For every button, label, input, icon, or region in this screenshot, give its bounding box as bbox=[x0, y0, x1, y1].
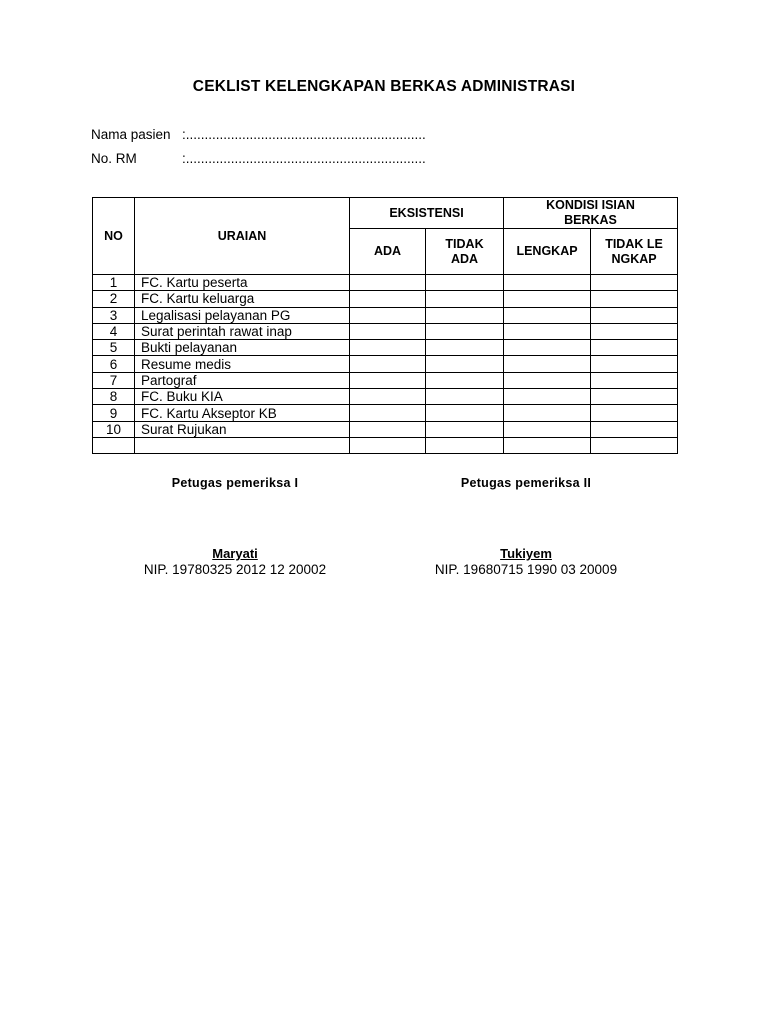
row-number: 1 bbox=[93, 275, 135, 291]
row-uraian: Partograf bbox=[135, 372, 350, 388]
row-uraian: Surat Rujukan bbox=[135, 421, 350, 437]
medical-record-blank: :................................................................ bbox=[182, 151, 426, 166]
row-number: 2 bbox=[93, 291, 135, 307]
tidak-lengkap-cell[interactable] bbox=[591, 291, 678, 307]
lengkap-cell[interactable] bbox=[504, 323, 591, 339]
examiner-1-title: Petugas pemeriksa I bbox=[171, 476, 299, 490]
header-ada: ADA bbox=[350, 229, 426, 275]
checklist-rows bbox=[93, 275, 678, 454]
tidak-ada-cell[interactable] bbox=[426, 275, 504, 291]
tidak-ada-cell[interactable] bbox=[426, 437, 504, 453]
tidak-lengkap-cell[interactable] bbox=[591, 307, 678, 323]
table-row bbox=[93, 437, 678, 453]
row-uraian: FC. Kartu peserta bbox=[135, 275, 350, 291]
tidak-ada-cell[interactable] bbox=[426, 421, 504, 437]
tidak-lengkap-cell[interactable] bbox=[591, 389, 678, 405]
row-number: 10 bbox=[93, 421, 135, 437]
lengkap-cell[interactable] bbox=[504, 389, 591, 405]
tidak-lengkap-cell[interactable] bbox=[591, 437, 678, 453]
examiner-1-name: Maryati bbox=[212, 546, 258, 561]
examiner-2-title: Petugas pemeriksa II bbox=[460, 476, 592, 490]
row-uraian: Bukti pelayanan bbox=[135, 340, 350, 356]
row-uraian bbox=[135, 437, 350, 453]
table-row bbox=[93, 340, 678, 356]
examiner-1-nip: NIP. 19780325 2012 12 20002 bbox=[143, 562, 327, 577]
tidak-lengkap-cell[interactable] bbox=[591, 323, 678, 339]
row-uraian: Legalisasi pelayanan PG bbox=[135, 307, 350, 323]
tidak-ada-cell[interactable] bbox=[426, 291, 504, 307]
tidak-lengkap-cell[interactable] bbox=[591, 340, 678, 356]
ada-cell[interactable] bbox=[350, 323, 426, 339]
lengkap-cell[interactable] bbox=[504, 437, 591, 453]
ada-cell[interactable] bbox=[350, 307, 426, 323]
header-uraian: URAIAN bbox=[135, 198, 350, 275]
row-uraian: Resume medis bbox=[135, 356, 350, 372]
table-row bbox=[93, 389, 678, 405]
ada-cell[interactable] bbox=[350, 356, 426, 372]
lengkap-cell[interactable] bbox=[504, 275, 591, 291]
row-uraian: FC. Kartu Akseptor KB bbox=[135, 405, 350, 421]
header-eksistensi: EKSISTENSI bbox=[350, 198, 504, 229]
medical-record-field bbox=[91, 151, 426, 166]
row-number: 3 bbox=[93, 307, 135, 323]
tidak-lengkap-cell[interactable] bbox=[591, 275, 678, 291]
tidak-ada-cell[interactable] bbox=[426, 340, 504, 356]
tidak-lengkap-cell[interactable] bbox=[591, 372, 678, 388]
ada-cell[interactable] bbox=[350, 389, 426, 405]
tidak-ada-cell[interactable] bbox=[426, 372, 504, 388]
table-row bbox=[93, 275, 678, 291]
row-number bbox=[93, 437, 135, 453]
tidak-ada-cell[interactable] bbox=[426, 405, 504, 421]
header-tidak-lengkap: TIDAK LENGKAP bbox=[591, 229, 678, 275]
table-row bbox=[93, 405, 678, 421]
tidak-lengkap-cell[interactable] bbox=[591, 421, 678, 437]
header-kondisi: KONDISI ISIAN BERKAS bbox=[504, 198, 678, 229]
ada-cell[interactable] bbox=[350, 405, 426, 421]
tidak-ada-cell[interactable] bbox=[426, 323, 504, 339]
lengkap-cell[interactable] bbox=[504, 421, 591, 437]
lengkap-cell[interactable] bbox=[504, 405, 591, 421]
row-number: 8 bbox=[93, 389, 135, 405]
ada-cell[interactable] bbox=[350, 291, 426, 307]
table-row bbox=[93, 421, 678, 437]
examiner-2-name: Tukiyem bbox=[500, 546, 552, 561]
table-row bbox=[93, 307, 678, 323]
header-lengkap: LENGKAP bbox=[504, 229, 591, 275]
ada-cell[interactable] bbox=[350, 421, 426, 437]
header-no: NO bbox=[93, 198, 135, 275]
row-uraian: FC. Buku KIA bbox=[135, 389, 350, 405]
lengkap-cell[interactable] bbox=[504, 291, 591, 307]
row-number: 5 bbox=[93, 340, 135, 356]
lengkap-cell[interactable] bbox=[504, 372, 591, 388]
row-number: 4 bbox=[93, 323, 135, 339]
patient-name-blank: :................................................................ bbox=[182, 127, 426, 142]
table-row bbox=[93, 291, 678, 307]
tidak-ada-cell[interactable] bbox=[426, 356, 504, 372]
lengkap-cell[interactable] bbox=[504, 340, 591, 356]
ada-cell[interactable] bbox=[350, 275, 426, 291]
ada-cell[interactable] bbox=[350, 437, 426, 453]
row-uraian: Surat perintah rawat inap bbox=[135, 323, 350, 339]
checklist-table bbox=[92, 197, 678, 454]
row-uraian: FC. Kartu keluarga bbox=[135, 291, 350, 307]
tidak-lengkap-cell[interactable] bbox=[591, 356, 678, 372]
ada-cell[interactable] bbox=[350, 340, 426, 356]
table-row bbox=[93, 372, 678, 388]
patient-name-label: Nama pasien bbox=[91, 127, 171, 142]
tidak-ada-cell[interactable] bbox=[426, 389, 504, 405]
document-title: CEKLIST KELENGKAPAN BERKAS ADMINISTRASI bbox=[192, 78, 576, 95]
ada-cell[interactable] bbox=[350, 372, 426, 388]
table-row bbox=[93, 356, 678, 372]
medical-record-label: No. RM bbox=[91, 151, 137, 166]
patient-name-field bbox=[91, 127, 426, 142]
table-row bbox=[93, 323, 678, 339]
lengkap-cell[interactable] bbox=[504, 356, 591, 372]
header-tidak-ada: TIDAK ADA bbox=[426, 229, 504, 275]
tidak-ada-cell[interactable] bbox=[426, 307, 504, 323]
row-number: 6 bbox=[93, 356, 135, 372]
row-number: 9 bbox=[93, 405, 135, 421]
row-number: 7 bbox=[93, 372, 135, 388]
examiner-2-nip: NIP. 19680715 1990 03 20009 bbox=[434, 562, 618, 577]
lengkap-cell[interactable] bbox=[504, 307, 591, 323]
tidak-lengkap-cell[interactable] bbox=[591, 405, 678, 421]
